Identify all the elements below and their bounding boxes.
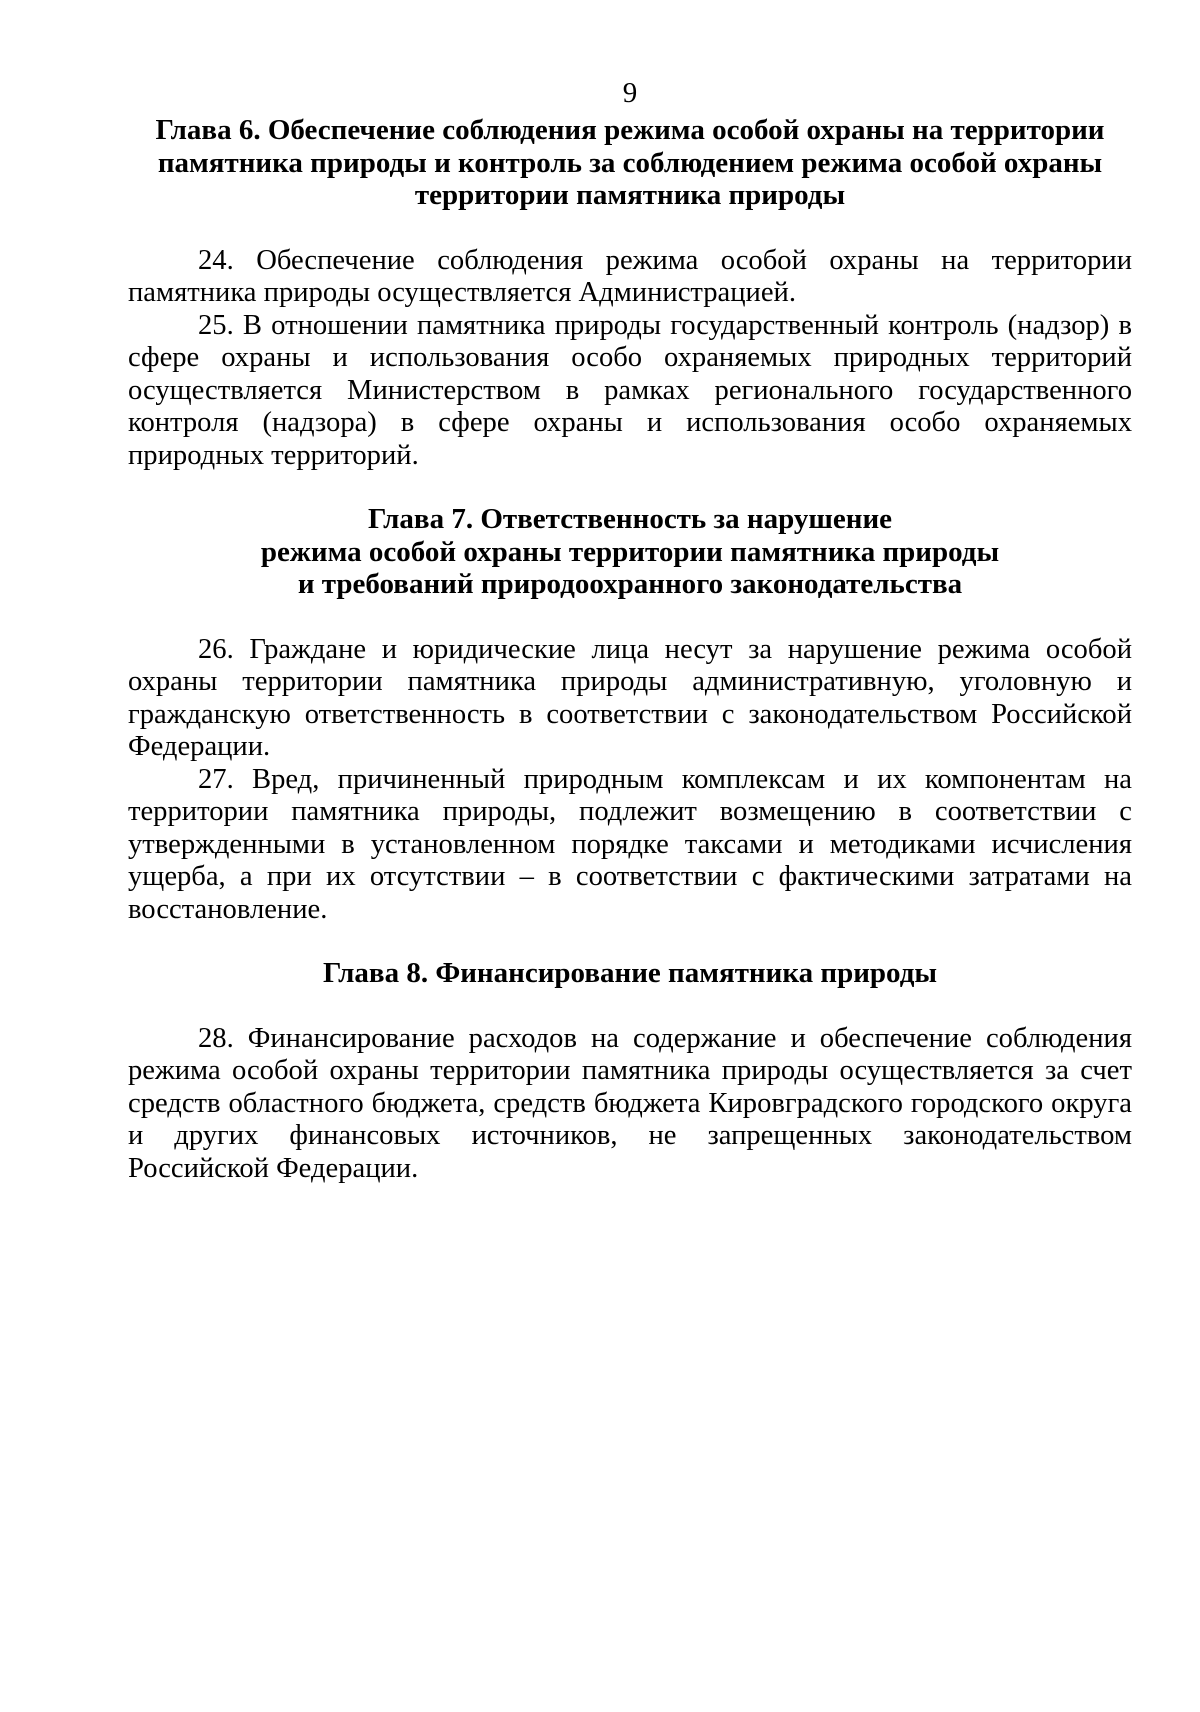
paragraph-25: 25. В отношении памятника природы государственный контроль (надзор) в сфере охраны и использования особо охраняемых природных территорий осуществляется Министерством в рамках регионального государственного контроля (надзора) в сфере охраны и использования особо охраняемых природных территорий. [128,309,1132,471]
chapter-title-line: Глава 8. Финансирование памятника природы [322,957,938,989]
paragraph-24: 24. Обеспечение соблюдения режима особой охраны на территории памятника природы осуществляется Администрацией. [128,244,1132,308]
chapter-title-line: режима особой охраны территории памятника природы [260,535,1000,568]
chapter-6-title [128,114,1132,212]
chapter-title-line: Глава 6. Обеспечение соблюдения режима особой охраны на территории [155,114,1105,146]
page-number: 9 [622,77,638,109]
chapter-title-line: и требований природоохранного законодательства [297,568,963,600]
paragraph-26: 26. Граждане и юридические лица несут за нарушение режима особой охраны территории памятника природы административную, уголовную и гражданскую ответственность в соответствии с законодательством Российской Федерации. [128,633,1132,762]
paragraph-28: 28. Финансирование расходов на содержание и обеспечение соблюдения режима особой охраны территории памятника природы осуществляется за счет средств областного бюджета, средств бюджета Кировградского городского округа и других финансовых источников, не запрещенных законодательством Российской Федерации. [128,1022,1132,1184]
chapter-title-line: памятника природы и контроль за соблюдением режима особой охраны [157,146,1103,179]
paragraph-27: 27. Вред, причиненный природным комплексам и их компонентам на территории памятника природы, подлежит возмещению в соответствии с утвержденными в установленном порядке таксами и методиками исчисления ущерба, а при их отсутствии – в соответствии с фактическими затратами на восстановление. [128,763,1132,925]
chapter-8-title [128,957,1132,990]
chapter-title-line: территории памятника природы [414,179,846,211]
chapter-7-title [128,503,1132,601]
chapter-title-line: Глава 7. Ответственность за нарушение [367,503,893,535]
document-page [128,76,1132,1185]
